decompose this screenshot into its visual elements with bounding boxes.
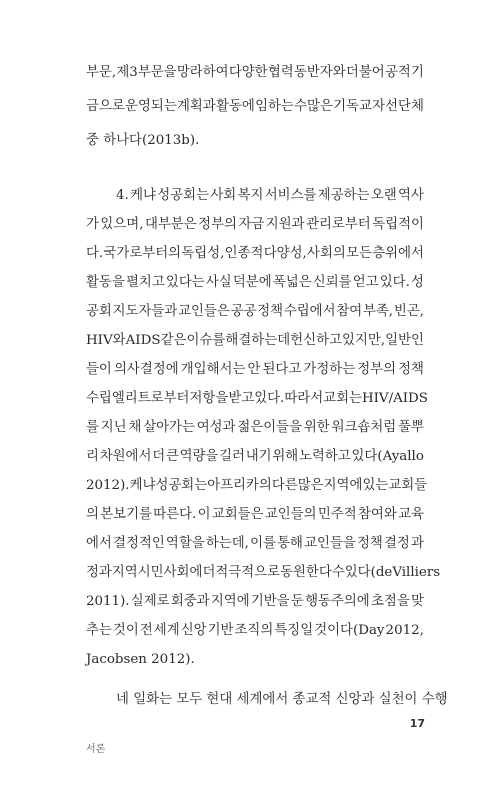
text-line: 를 지닌 채 살아가는 여성과 젊은이들을 위한 워크숍처럼 풀뿌 — [86, 420, 424, 435]
text-line: 4. 케냐 성공회는 사회 복지 서비스를 제공하는 오랜 역사 — [116, 188, 424, 203]
running-footer: 서론 — [86, 744, 106, 755]
text-line: 중 하나다(2013b). — [86, 133, 200, 148]
text-line: 2012). 케냐 성공회는 아프리카의 다른 많은 지역에 있는 교회들 — [86, 478, 428, 493]
text-line: 정과 지역 시민사회에 더 적극적으로 동원한다 수 있다(de Villiers — [86, 565, 441, 580]
text-line: 들이 의사결정에 개입해서는 안 된다고 가정하는 정부의 정책 — [86, 362, 424, 377]
text-line: 금으로 운영되는 계획과 활동에 임하는 수많은 기독교 자선단체 — [86, 99, 424, 114]
text-line: 다. 국가로부터의 독립성, 인종적 다양성, 사회의 모든 층위에서 — [86, 246, 424, 261]
text-line: 추는 것이 전 세계 신앙 기반 조직의 특징일 것이다(Day 2012, — [86, 623, 424, 638]
text-line: 에서 결정적인 역할을 하는데, 이를 통해 교인들을 정책 결정 과 — [86, 536, 424, 551]
text-line: Jacobsen 2012). — [86, 652, 195, 667]
text-line: HIV와 AIDS 같은 이슈를 해결하는 데 헌신하고 있지만, 일반인 — [86, 333, 424, 348]
text-line: 네 일화는 모두 현대 세계에서 종교적 신앙과 실천이 수행 — [116, 692, 448, 707]
text-line: 가 있으며, 대부분은 정부의 자금 지원과 관리로부터 독립적이 — [86, 217, 424, 232]
text-line: 부문, 제3부문을 망라하여 다양한 협력 동반자와 더불어 공적 기 — [86, 65, 424, 80]
text-line: 활동을 펼치고 있다는 사실 덕분에 폭넓은 신뢰를 얻고 있다. 성 — [86, 275, 424, 290]
page-number: 17 — [409, 717, 425, 730]
text-line: 수립 엘리트로부터 저항을 받고 있다. 따라서 교회는 HIV/AIDS — [86, 391, 428, 406]
text-line: 2011). 실제로 회중과 지역에 기반을 둔 행동주의에 초점을 맞 — [86, 594, 424, 609]
text-line: 공회 지도자들과 교인들은 공공 정책 수립에서 참여 부족, 빈곤, — [86, 304, 424, 319]
text-line: 의 본보기를 따른다. 이 교회들은 교인들의 민주적 참여와 교육 — [86, 507, 424, 522]
text-line: 리 차원에서 더 큰 역량을 길러 내기 위해 노력하고 있다(Ayallo — [86, 449, 424, 464]
